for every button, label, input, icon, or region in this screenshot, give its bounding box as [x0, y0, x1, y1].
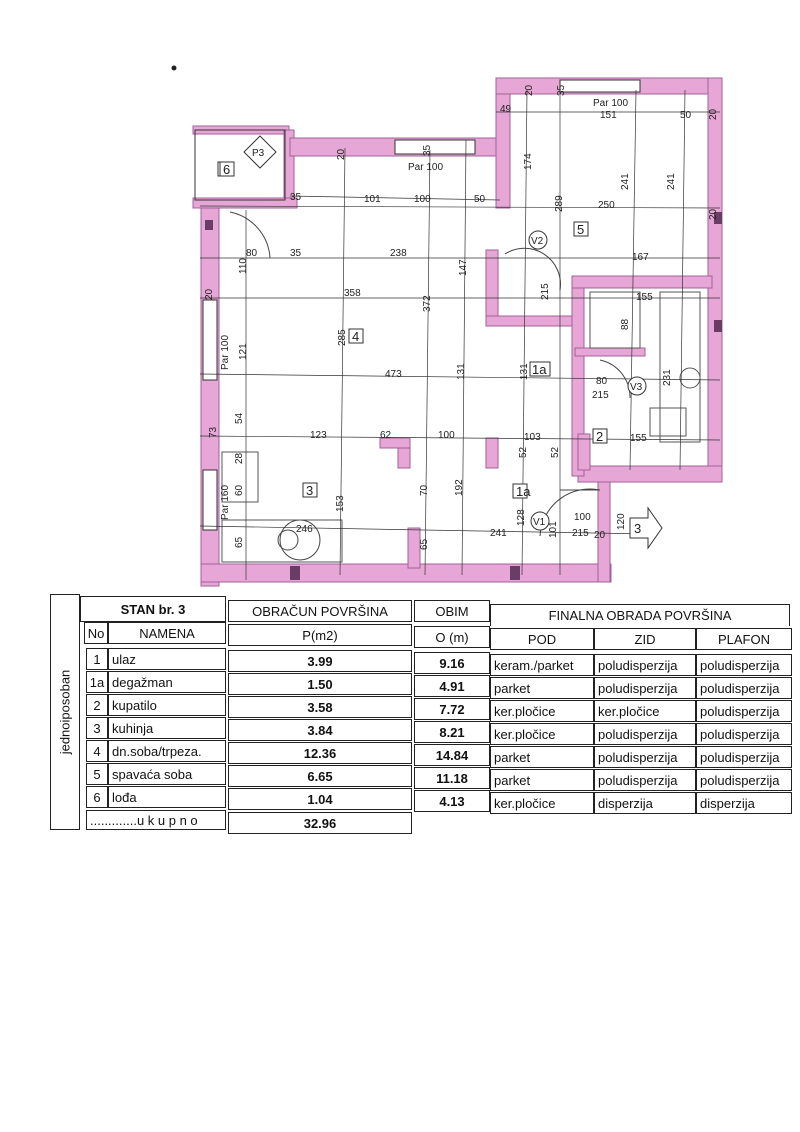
finish-header: FINALNA OBRADA POVRŠINA	[490, 604, 790, 626]
row-perimeter: 9.16	[414, 652, 490, 674]
row-wall: poludisperzija	[594, 746, 696, 768]
row-ceiling: poludisperzija	[696, 723, 792, 745]
row-ceiling: poludisperzija	[696, 700, 792, 722]
row-wall: ker.pločice	[594, 700, 696, 722]
room-label-5: 5	[577, 222, 585, 237]
row-perimeter: 7.72	[414, 698, 490, 720]
svg-text:3: 3	[634, 521, 642, 536]
area-header: OBRAČUN POVRŠINA	[228, 600, 412, 622]
svg-text:241: 241	[620, 173, 631, 190]
svg-text:250: 250	[598, 200, 615, 211]
svg-text:20: 20	[204, 288, 215, 300]
svg-text:231: 231	[662, 369, 673, 386]
row-ceiling: poludisperzija	[696, 746, 792, 768]
row-area: 1.50	[228, 673, 412, 695]
row-no: 5	[86, 763, 108, 785]
row-perimeter: 11.18	[414, 767, 490, 789]
row-no: 2	[86, 694, 108, 716]
row-area: 1.04	[228, 788, 412, 810]
svg-text:215: 215	[572, 528, 589, 539]
row-name: dn.soba/trpeza.	[108, 740, 226, 762]
row-name: kupatilo	[108, 694, 226, 716]
row-wall: disperzija	[594, 792, 696, 814]
row-wall: poludisperzija	[594, 654, 696, 676]
entry-arrow	[630, 508, 662, 548]
door-label-p3: P3	[252, 148, 265, 159]
row-perimeter: 8.21	[414, 721, 490, 743]
svg-text:153: 153	[335, 495, 346, 512]
svg-text:20: 20	[708, 108, 719, 120]
svg-text:35: 35	[290, 192, 302, 203]
row-floor: parket	[490, 677, 594, 699]
svg-text:155: 155	[630, 433, 647, 444]
svg-text:100: 100	[414, 194, 431, 205]
row-name: ulaz	[108, 648, 226, 670]
room-label-3: 3	[306, 483, 314, 498]
door-swings	[230, 212, 630, 560]
svg-text:128: 128	[516, 509, 527, 526]
svg-text:101: 101	[364, 194, 381, 205]
svg-text:88: 88	[620, 318, 631, 330]
svg-text:473: 473	[385, 369, 402, 380]
svg-text:35: 35	[422, 144, 433, 156]
svg-text:100: 100	[438, 430, 455, 441]
row-ceiling: disperzija	[696, 792, 792, 814]
svg-text:35: 35	[290, 248, 302, 259]
stray-dot	[172, 66, 177, 71]
svg-text:28: 28	[234, 452, 245, 464]
loggia-outline	[195, 130, 285, 200]
row-ceiling: poludisperzija	[696, 677, 792, 699]
svg-text:155: 155	[636, 292, 653, 303]
row-perimeter: 4.91	[414, 675, 490, 697]
svg-text:54: 54	[234, 412, 245, 424]
svg-text:103: 103	[524, 432, 541, 443]
row-floor: parket	[490, 769, 594, 791]
row-name: degažman	[108, 671, 226, 693]
total-area: 32.96	[228, 812, 412, 834]
svg-text:65: 65	[234, 536, 245, 548]
row-name: spavaća soba	[108, 763, 226, 785]
svg-text:50: 50	[680, 110, 692, 121]
door-label-v3: V3	[630, 382, 643, 393]
svg-text:147: 147	[458, 259, 469, 276]
svg-text:100: 100	[574, 512, 591, 523]
col-ceiling-header: PLAFON	[696, 628, 792, 650]
dimension-lines	[200, 90, 720, 580]
svg-text:167: 167	[632, 252, 649, 263]
svg-text:50: 50	[474, 194, 486, 205]
svg-text:372: 372	[422, 295, 433, 312]
svg-text:215: 215	[592, 390, 609, 401]
svg-text:358: 358	[344, 288, 361, 299]
row-perimeter: 14.84	[414, 744, 490, 766]
row-floor: ker.pločice	[490, 700, 594, 722]
svg-text:49: 49	[500, 104, 512, 115]
svg-text:70: 70	[419, 484, 430, 496]
row-no: 1	[86, 648, 108, 670]
svg-text:52: 52	[550, 446, 561, 458]
svg-text:80: 80	[246, 248, 258, 259]
row-ceiling: poludisperzija	[696, 654, 792, 676]
col-no-header: No	[84, 622, 108, 644]
row-floor: parket	[490, 746, 594, 768]
window-label-kitchen: Par 160	[220, 484, 231, 520]
svg-text:174: 174	[523, 153, 534, 170]
row-no: 6	[86, 786, 108, 808]
col-area-header: P(m2)	[228, 624, 412, 646]
window-label-left: Par 100	[220, 334, 231, 370]
svg-text:20: 20	[524, 84, 535, 96]
row-area: 6.65	[228, 765, 412, 787]
row-floor: ker.pločice	[490, 792, 594, 814]
svg-text:238: 238	[390, 248, 407, 259]
svg-text:20: 20	[336, 148, 347, 160]
svg-text:60: 60	[234, 484, 245, 496]
row-name: kuhinja	[108, 717, 226, 739]
row-floor: ker.pločice	[490, 723, 594, 745]
svg-text:65: 65	[419, 538, 430, 550]
row-area: 12.36	[228, 742, 412, 764]
row-name: lođa	[108, 786, 226, 808]
col-floor-header: POD	[490, 628, 594, 650]
row-no: 3	[86, 717, 108, 739]
row-wall: poludisperzija	[594, 723, 696, 745]
col-wall-header: ZID	[594, 628, 696, 650]
svg-text:215: 215	[540, 283, 551, 300]
svg-text:110: 110	[238, 258, 249, 274]
svg-text:131: 131	[519, 363, 530, 380]
svg-text:121: 121	[238, 343, 249, 360]
svg-text:62: 62	[380, 430, 392, 441]
room-label-1: 1a	[516, 484, 531, 499]
svg-text:80: 80	[596, 376, 608, 387]
svg-text:120: 120	[616, 513, 627, 530]
row-floor: keram./parket	[490, 654, 594, 676]
svg-text:131: 131	[456, 363, 467, 380]
svg-text:289: 289	[554, 195, 565, 212]
room-label-1a: 1a	[532, 362, 547, 377]
svg-text:192: 192	[454, 479, 465, 496]
row-wall: poludisperzija	[594, 677, 696, 699]
svg-text:101: 101	[548, 521, 559, 538]
room-label-6: 6	[223, 162, 231, 177]
room-label-2: 2	[596, 429, 604, 444]
side-label: jednoiposoban	[50, 594, 80, 830]
door-label-v2: V2	[531, 236, 544, 247]
row-ceiling: poludisperzija	[696, 769, 792, 791]
svg-text:73: 73	[208, 426, 219, 438]
window-label-bedroom: Par 100	[593, 98, 629, 109]
svg-text:52: 52	[518, 446, 529, 458]
svg-text:285: 285	[337, 329, 348, 346]
window-label-living: Par 100	[408, 162, 444, 173]
svg-text:241: 241	[490, 528, 507, 539]
total-label: .............u k u p n o	[86, 810, 226, 830]
door-label-v1: V1	[533, 517, 546, 528]
svg-text:241: 241	[666, 173, 677, 190]
svg-text:246: 246	[296, 524, 313, 535]
col-perimeter-header: O (m)	[414, 626, 490, 648]
row-area: 3.58	[228, 696, 412, 718]
col-name-header: NAMENA	[108, 622, 226, 644]
svg-text:20: 20	[708, 208, 719, 220]
svg-text:20: 20	[594, 530, 606, 541]
row-area: 3.99	[228, 650, 412, 672]
row-no: 1a	[86, 671, 108, 693]
svg-text:35: 35	[556, 84, 567, 96]
svg-text:151: 151	[600, 110, 617, 121]
room-label-4: 4	[352, 329, 360, 344]
svg-text:123: 123	[310, 430, 327, 441]
apartment-title: STAN br. 3	[80, 596, 226, 622]
room-number-labels	[220, 162, 607, 499]
row-wall: poludisperzija	[594, 769, 696, 791]
row-no: 4	[86, 740, 108, 762]
row-area: 3.84	[228, 719, 412, 741]
perimeter-header: OBIM	[414, 600, 490, 622]
row-perimeter: 4.13	[414, 790, 490, 812]
